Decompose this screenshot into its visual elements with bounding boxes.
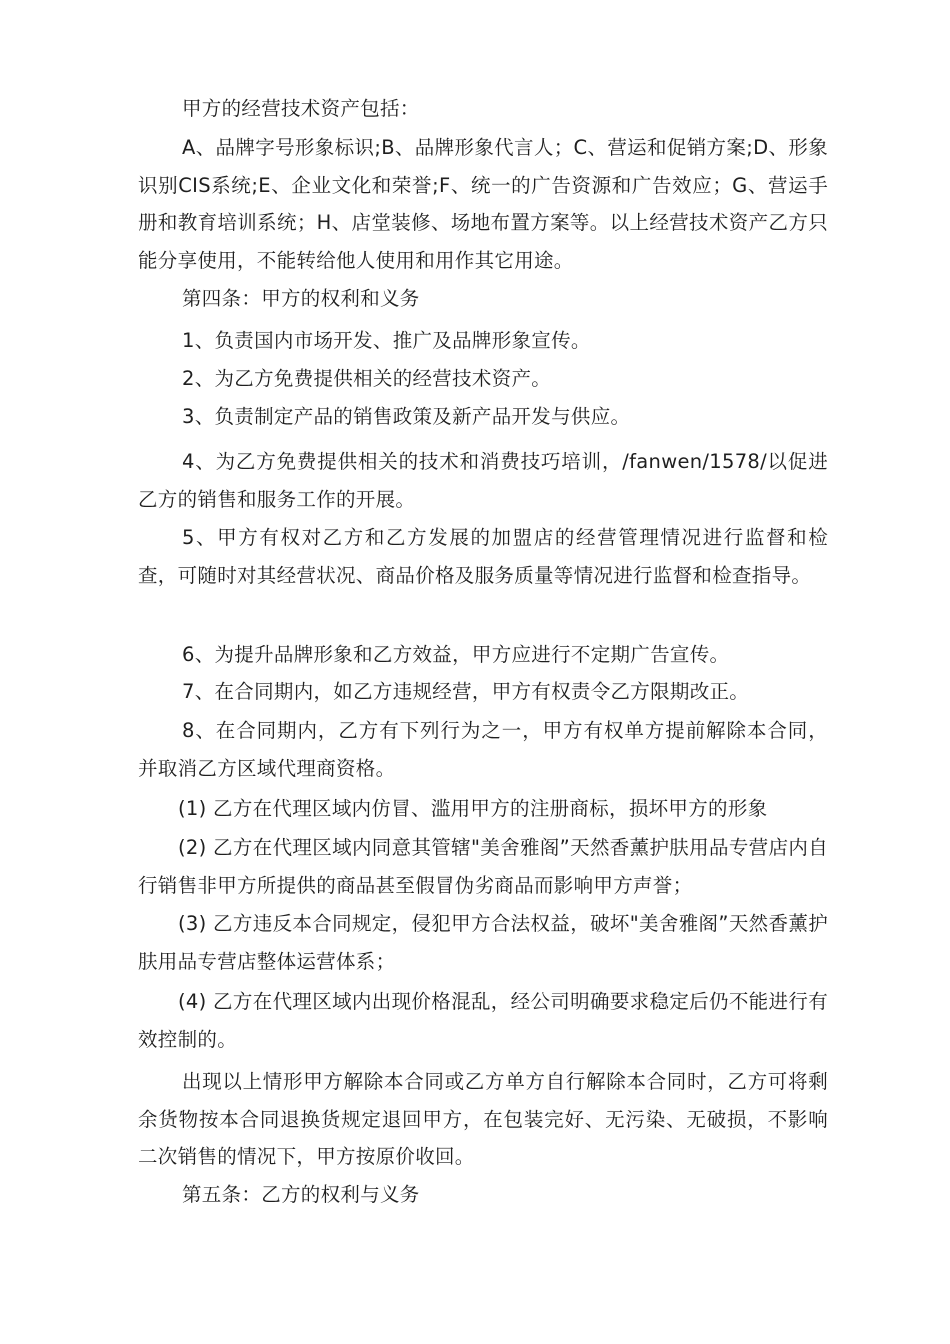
paragraph-subitem-2: (2) 乙方在代理区域内同意其管辖"美舍雅阁”天然香薰护肤用品专营店内自行销售非甲方所提供的商品甚至假冒伪劣商品而影响甲方声誉； <box>138 836 828 897</box>
paragraph-item-6: 6、为提升品牌形象和乙方效益，甲方应进行不定期广告宣传。 <box>182 643 730 666</box>
paragraph-subitem-4: (4) 乙方在代理区域内出现价格混乱，经公司明确要求稳定后仍不能进行有效控制的。 <box>138 990 828 1051</box>
paragraph-subitem-3: (3) 乙方违反本合同规定，侵犯甲方合法权益，破坏"美舍雅阁”天然香薰护肤用品专营店整体运营体系； <box>138 912 828 973</box>
paragraph-item-4: 4、为乙方免费提供相关的技术和消费技巧培训，/fanwen/1578/以促进乙方的销售和服务工作的开展。 <box>138 450 828 511</box>
paragraph-item-3: 3、负责制定产品的销售政策及新产品开发与供应。 <box>182 405 631 428</box>
section-heading-article-4: 第四条：甲方的权利和义务 <box>182 287 420 310</box>
paragraph-assets-list: A、品牌字号形象标识;B、品牌形象代言人；C、营运和促销方案;D、形象识别CIS系统;E、企业文化和荣誉;F、统一的广告资源和广告效应；G、营运手册和教育培训系统；H、店堂装修、场地布置方案等。以上经营技术资产乙方只能分享使用，不能转给他人使用和用作其它用途。 <box>138 136 828 272</box>
paragraph-item-8: 8、在合同期内，乙方有下列行为之一，甲方有权单方提前解除本合同，并取消乙方区域代理商资格。 <box>138 719 828 780</box>
paragraph-subitem-1: (1) 乙方在代理区域内仿冒、滥用甲方的注册商标，损坏甲方的形象 <box>178 797 768 820</box>
paragraph-assets-intro: 甲方的经营技术资产包括： <box>182 97 420 120</box>
paragraph-item-7: 7、在合同期内，如乙方违规经营，甲方有权责令乙方限期改正。 <box>182 680 750 703</box>
paragraph-termination-return: 出现以上情形甲方解除本合同或乙方单方自行解除本合同时，乙方可将剩余货物按本合同退换货规定退回甲方，在包装完好、无污染、无破损，不影响二次销售的情况下，甲方按原价收回。 <box>138 1070 828 1168</box>
section-heading-article-5: 第五条：乙方的权利与义务 <box>182 1183 420 1206</box>
paragraph-item-5: 5、甲方有权对乙方和乙方发展的加盟店的经营管理情况进行监督和检查，可随时对其经营状况、商品价格及服务质量等情况进行监督和检查指导。 <box>138 526 828 587</box>
paragraph-item-1: 1、负责国内市场开发、推广及品牌形象宣传。 <box>182 329 591 352</box>
paragraph-item-2: 2、为乙方免费提供相关的经营技术资产。 <box>182 367 552 390</box>
